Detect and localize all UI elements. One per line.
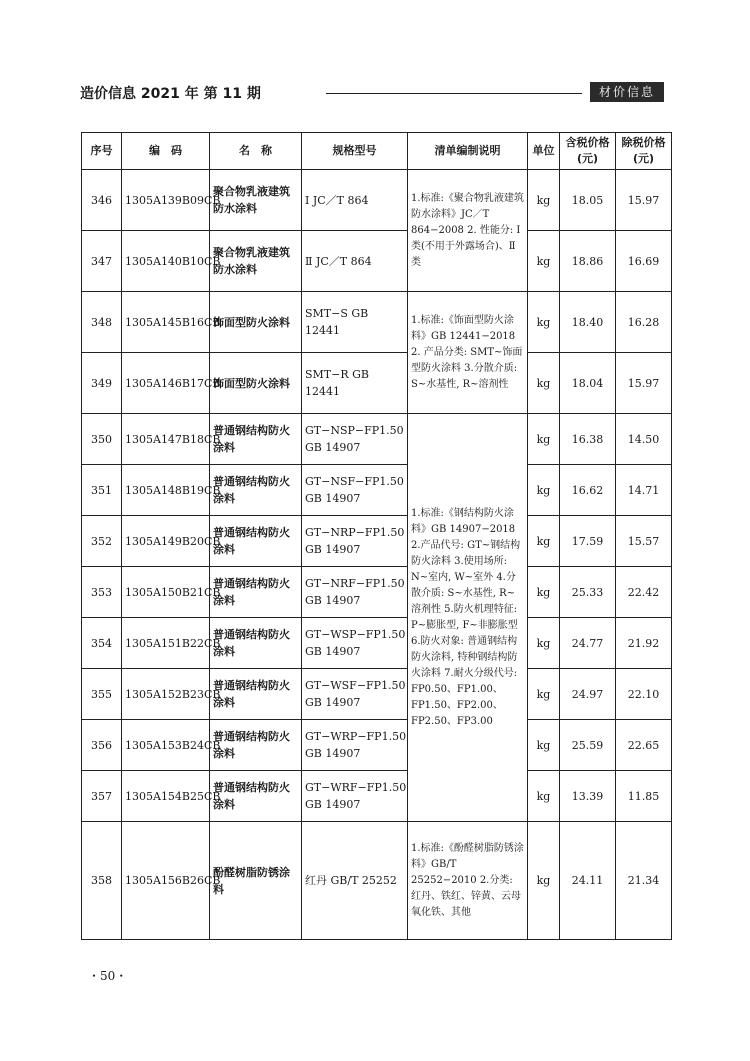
row-unit: kg bbox=[528, 353, 560, 414]
row-tax-price: 18.40 bbox=[560, 292, 616, 353]
row-no: 350 bbox=[82, 414, 122, 465]
row-spec: GT−WSF−FP1.50 GB 14907 bbox=[302, 669, 408, 720]
row-spec: GT−NRF−FP1.50 GB 14907 bbox=[302, 567, 408, 618]
table-row bbox=[82, 353, 672, 414]
col-header-tax-price: 含税价格(元) bbox=[560, 133, 616, 170]
row-no: 347 bbox=[82, 231, 122, 292]
row-code: 1305A139B09CB bbox=[122, 170, 210, 231]
row-tax-price: 24.11 bbox=[560, 822, 616, 940]
row-code: 1305A154B25CB bbox=[122, 771, 210, 822]
row-code: 1305A148B19CB bbox=[122, 465, 210, 516]
row-spec: Ⅱ JC／T 864 bbox=[302, 231, 408, 292]
table-header-row bbox=[82, 133, 672, 170]
row-tax-price: 16.62 bbox=[560, 465, 616, 516]
row-unit: kg bbox=[528, 231, 560, 292]
row-unit: kg bbox=[528, 516, 560, 567]
col-header-desc: 清单编制说明 bbox=[408, 133, 528, 170]
row-name: 饰面型防火涂料 bbox=[210, 353, 302, 414]
row-desc: 1.标准:《酚醛树脂防锈涂料》GB/T 25252−2010 2.分类: 红丹、铁红、锌黄、云母氧化铁、其他 bbox=[408, 822, 528, 940]
row-spec: SMT−R GB 12441 bbox=[302, 353, 408, 414]
row-unit: kg bbox=[528, 822, 560, 940]
row-tax-price: 24.97 bbox=[560, 669, 616, 720]
price-table bbox=[81, 132, 672, 940]
row-spec: GT−WRP−FP1.50 GB 14907 bbox=[302, 720, 408, 771]
row-unit: kg bbox=[528, 292, 560, 353]
row-no: 354 bbox=[82, 618, 122, 669]
row-name: 普通钢结构防火涂料 bbox=[210, 618, 302, 669]
row-no: 356 bbox=[82, 720, 122, 771]
row-tax-price: 13.39 bbox=[560, 771, 616, 822]
row-name: 普通钢结构防火涂料 bbox=[210, 567, 302, 618]
row-unit: kg bbox=[528, 567, 560, 618]
row-desc: 1.标准:《饰面型防火涂料》GB 12441−2018 2. 产品分类: SMT~饰面型防火涂料 3.分散介质: S~水基性, R~溶剂性 bbox=[408, 292, 528, 414]
table-row bbox=[82, 414, 672, 465]
table-row bbox=[82, 292, 672, 353]
row-spec: GT−NSF−FP1.50 GB 14907 bbox=[302, 465, 408, 516]
row-no: 358 bbox=[82, 822, 122, 940]
row-spec: GT−NSP−FP1.50 GB 14907 bbox=[302, 414, 408, 465]
table-row bbox=[82, 771, 672, 822]
row-name: 普通钢结构防火涂料 bbox=[210, 465, 302, 516]
row-notax-price: 11.85 bbox=[616, 771, 672, 822]
col-header-code: 编 码 bbox=[122, 133, 210, 170]
row-name: 聚合物乳液建筑防水涂料 bbox=[210, 231, 302, 292]
row-no: 351 bbox=[82, 465, 122, 516]
row-notax-price: 14.50 bbox=[616, 414, 672, 465]
row-notax-price: 15.97 bbox=[616, 170, 672, 231]
row-name: 酚醛树脂防锈涂料 bbox=[210, 822, 302, 940]
row-desc: 1.标准:《聚合物乳液建筑防水涂料》JC／T 864−2008 2. 性能分: Ⅰ类(不用于外露场合)、Ⅱ类 bbox=[408, 170, 528, 292]
row-code: 1305A149B20CB bbox=[122, 516, 210, 567]
row-unit: kg bbox=[528, 669, 560, 720]
row-notax-price: 21.34 bbox=[616, 822, 672, 940]
row-tax-price: 25.59 bbox=[560, 720, 616, 771]
page-header bbox=[80, 82, 664, 104]
row-name: 普通钢结构防火涂料 bbox=[210, 669, 302, 720]
col-header-notax-price: 除税价格(元) bbox=[616, 133, 672, 170]
page-number: ・50・ bbox=[88, 969, 128, 983]
row-no: 348 bbox=[82, 292, 122, 353]
row-name: 普通钢结构防火涂料 bbox=[210, 516, 302, 567]
row-notax-price: 16.69 bbox=[616, 231, 672, 292]
row-tax-price: 18.04 bbox=[560, 353, 616, 414]
row-spec: Ⅰ JC／T 864 bbox=[302, 170, 408, 231]
row-unit: kg bbox=[528, 618, 560, 669]
row-no: 349 bbox=[82, 353, 122, 414]
row-name: 饰面型防火涂料 bbox=[210, 292, 302, 353]
row-unit: kg bbox=[528, 720, 560, 771]
table-row bbox=[82, 669, 672, 720]
row-name: 聚合物乳液建筑防水涂料 bbox=[210, 170, 302, 231]
table-row bbox=[82, 720, 672, 771]
col-header-unit: 单位 bbox=[528, 133, 560, 170]
row-desc: 1.标准:《钢结构防火涂料》GB 14907−2018 2.产品代号: GT~钢结构防火涂料 3.使用场所: N~室内, W~室外 4.分散介质: S~水基性, R~溶剂性 5.防火机理特征: P~膨胀型, F~非膨胀型 6.防火对象: 普通钢结构防火涂料, 特种钢结构防火涂料 7.耐火分级代号: FP0.50、FP1.00、FP1.50、FP2.00、FP2.50、FP3.00 bbox=[408, 414, 528, 822]
row-notax-price: 14.71 bbox=[616, 465, 672, 516]
row-no: 346 bbox=[82, 170, 122, 231]
row-name: 普通钢结构防火涂料 bbox=[210, 720, 302, 771]
table-row bbox=[82, 516, 672, 567]
row-spec: GT−NRP−FP1.50 GB 14907 bbox=[302, 516, 408, 567]
row-notax-price: 22.10 bbox=[616, 669, 672, 720]
row-notax-price: 16.28 bbox=[616, 292, 672, 353]
row-tax-price: 24.77 bbox=[560, 618, 616, 669]
row-spec: GT−WRF−FP1.50 GB 14907 bbox=[302, 771, 408, 822]
row-spec: 红丹 GB/T 25252 bbox=[302, 822, 408, 940]
row-unit: kg bbox=[528, 465, 560, 516]
row-code: 1305A151B22CB bbox=[122, 618, 210, 669]
row-notax-price: 22.65 bbox=[616, 720, 672, 771]
col-header-spec: 规格型号 bbox=[302, 133, 408, 170]
row-code: 1305A153B24CB bbox=[122, 720, 210, 771]
row-unit: kg bbox=[528, 414, 560, 465]
row-name: 普通钢结构防火涂料 bbox=[210, 414, 302, 465]
table-row bbox=[82, 465, 672, 516]
section-badge: 材价信息 bbox=[590, 82, 664, 102]
row-spec: SMT−S GB 12441 bbox=[302, 292, 408, 353]
table-row bbox=[82, 822, 672, 940]
row-notax-price: 15.57 bbox=[616, 516, 672, 567]
row-tax-price: 25.33 bbox=[560, 567, 616, 618]
table-row bbox=[82, 618, 672, 669]
row-no: 352 bbox=[82, 516, 122, 567]
row-code: 1305A146B17CB bbox=[122, 353, 210, 414]
row-code: 1305A152B23CB bbox=[122, 669, 210, 720]
row-code: 1305A140B10CB bbox=[122, 231, 210, 292]
table-row bbox=[82, 170, 672, 231]
row-unit: kg bbox=[528, 771, 560, 822]
row-code: 1305A150B21CB bbox=[122, 567, 210, 618]
row-spec: GT−WSP−FP1.50 GB 14907 bbox=[302, 618, 408, 669]
row-tax-price: 16.38 bbox=[560, 414, 616, 465]
row-tax-price: 17.59 bbox=[560, 516, 616, 567]
row-unit: kg bbox=[528, 170, 560, 231]
row-no: 355 bbox=[82, 669, 122, 720]
col-header-name: 名 称 bbox=[210, 133, 302, 170]
row-notax-price: 15.97 bbox=[616, 353, 672, 414]
row-code: 1305A145B16CB bbox=[122, 292, 210, 353]
row-tax-price: 18.05 bbox=[560, 170, 616, 231]
col-header-no: 序号 bbox=[82, 133, 122, 170]
journal-title: 造价信息 2021 年 第 11 期 bbox=[80, 86, 261, 102]
row-notax-price: 22.42 bbox=[616, 567, 672, 618]
row-no: 357 bbox=[82, 771, 122, 822]
row-notax-price: 21.92 bbox=[616, 618, 672, 669]
row-no: 353 bbox=[82, 567, 122, 618]
header-rule bbox=[326, 93, 582, 94]
row-tax-price: 18.86 bbox=[560, 231, 616, 292]
table-row bbox=[82, 567, 672, 618]
row-code: 1305A147B18CB bbox=[122, 414, 210, 465]
row-name: 普通钢结构防火涂料 bbox=[210, 771, 302, 822]
row-code: 1305A156B26CB bbox=[122, 822, 210, 940]
table-row bbox=[82, 231, 672, 292]
